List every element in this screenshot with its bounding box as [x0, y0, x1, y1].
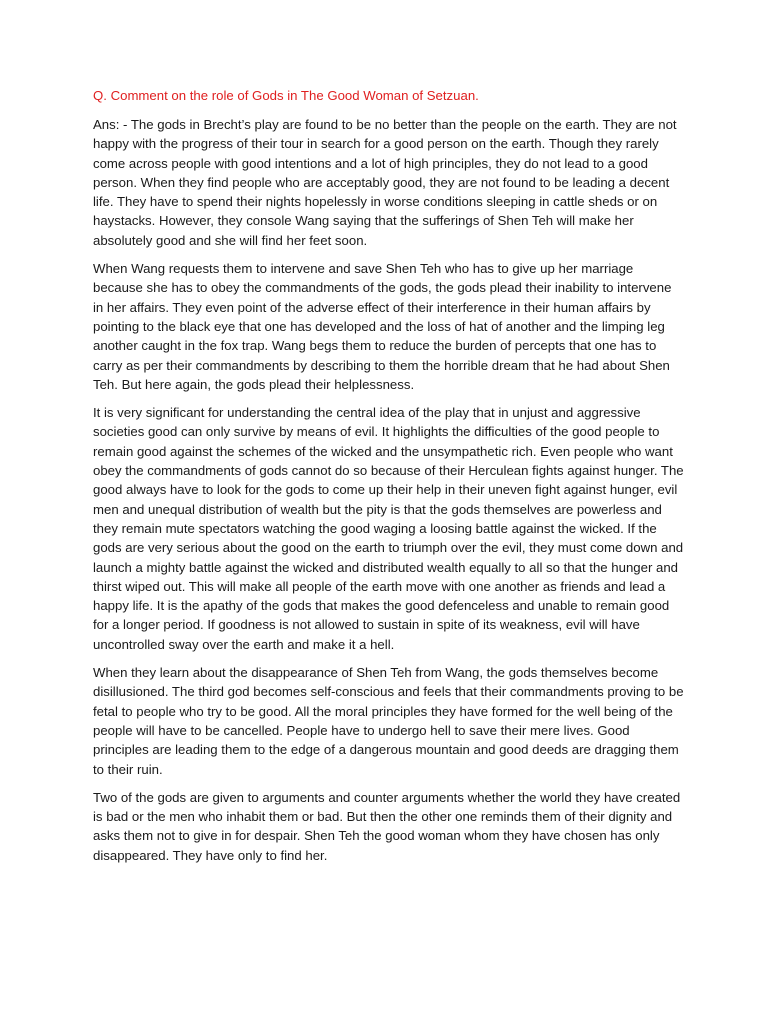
answer-paragraph-5: Two of the gods are given to arguments and counter arguments whether the world they have created is bad or the men who inhabit them or bad. But then the other one reminds them of their dignity and asks them not to give in for despair. Shen Teh the good woman whom they have chosen has only disappeared. They have only to find her. [93, 789, 681, 863]
answer-paragraph-4: When they learn about the disappearance of Shen Teh from Wang, the gods themselves become disillusioned. The third god becomes self-conscious and feels that their commandments proving to be fetal to people who try to be good. All the moral principles they have formed for the well being of the people will have to be cancelled. People have to undergo hell to save their mere lives. Good principles are leading them to the edge of a dangerous mountain and good deeds are dragging them to their ruin. [93, 665, 684, 777]
answer-paragraph-2: When Wang requests them to intervene and save Shen Teh who has to give up her marriage because she has to obey the commandments of the gods, the gods plead their inability to intervene in her affairs. They even point of the adverse effect of their interference in their human affairs by pointing to the black eye that one has developed and the loss of hat of another and the limping leg another caught in the fox trap. Wang begs them to reduce the burden of percepts that one has to carry as per their commandments by describing to them the horrible dream that he had about Shen Teh. But here again, the gods plead their helplessness. [93, 261, 672, 392]
answer-paragraph-1: Ans: - The gods in Brecht’s play are found to be no better than the people on the earth. They are not happy with the progress of their tour in search for a good person on the earth. Though they rarely come across people with good intentions and a lot of high principles, they do not lead to a good person. When they find people who are acceptably good, they are not found to be leading a decent life. They have to spend their nights hopelessly in worse conditions sleeping in cattle sheds or on haystacks. However, they console Wang saying that the sufferings of Shen Teh will make her absolutely good and she will find her feet soon. [93, 117, 677, 248]
question-heading: Q. Comment on the role of Gods in The Good Woman of Setzuan. [93, 88, 479, 103]
document-page [93, 86, 685, 874]
answer-paragraph-3: It is very significant for understanding the central idea of the play that in unjust and aggressive societies good can only survive by means of evil. It highlights the difficulties of the good people to remain good against the schemes of the wicked and the unsympathetic rich. Even people who want obey the commandments of gods cannot do so because of their Herculean fights against hunger. The good always have to look for the gods to come up their help in their uneven fight against hunger, evil men and unequal distribution of wealth but the pity is that the gods themselves are powerless and they remain mute spectators watching the good waging a loosing battle against the wicked. If the gods are very serious about the good on the earth to triumph over the evil, they must come down and launch a mighty battle against the wicked and distributed wealth equally to all so that the hunger and thirst wiped out. This will make all people of the earth move with one another as friends and lead a happy life. It is the apathy of the gods that makes the good defenceless and unable to remain good for a longer period. If goodness is not allowed to sustain in spite of its weakness, evil will have uncontrolled sway over the earth and make it a hell. [93, 405, 684, 652]
